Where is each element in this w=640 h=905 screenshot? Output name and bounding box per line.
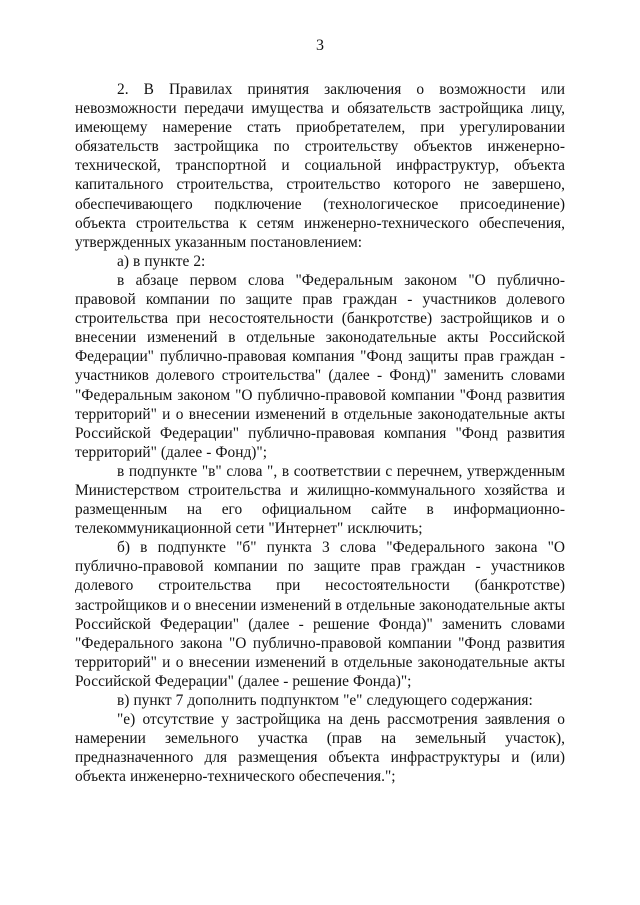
- paragraph: в абзаце первом слова "Федеральным законом "О публично-правовой компании по защите прав граждан - участников долевого строительства при несостоятельности (банкротстве) застройщиков и о внесении изменений в отдельные законодательные акты Российской Федерации" публично-правовая компания "Фонд защиты прав граждан - участников долевого строительства" (далее - Фонд)" заменить словами "Федеральным законом "О публично-правовой компании "Фонд развития территорий" и о внесении изменений в отдельные законодательные акты Российской Федерации" публично-правовая компания "Фонд развития территорий" (далее - Фонд)";: [75, 271, 565, 461]
- paragraph: 2. В Правилах принятия заключения о возможности или невозможности передачи имущества и обязательств застройщика лицу, имеющему намерение стать приобретателем, при урегулировании обязательств застройщика по строительству объектов инженерно-технической, транспортной и социальной инфраструктур, объекта капитального строительства, строительство которого не завершено, обеспечивающего подключение (технологическое присоединение) объекта строительства к сетям инженерно-технического обеспечения, утвержденных указанным постановлением:: [75, 81, 565, 251]
- page-number: 3: [316, 37, 324, 54]
- paragraph: а) в пункте 2:: [117, 252, 206, 270]
- paragraph: б) в подпункте "б" пункта 3 слова "Федерального закона "О публично-правовой компании по защите прав граждан - участников долевого строительства при несостоятельности (банкротстве) застройщиков и о внесении изменений в отдельные законодательные акты Российской Федерации" (далее - решение Фонда)" заменить словами "Федерального закона "О публично-правовой компании "Фонд развития территорий" и о внесении изменений в отдельные законодательные акты Российской Федерации" (далее - решение Фонда)";: [75, 539, 566, 690]
- paragraph: в) пункт 7 дополнить подпунктом "е" следующего содержания:: [117, 692, 533, 709]
- paragraph: "е) отсутствие у застройщика на день рассмотрения заявления о намерении земельного участка (прав на земельный участок), предназначенного для размещения объекта инфраструктуры и (или) объекта инженерно-технического обеспечения.";: [75, 711, 565, 786]
- paragraph: в подпункте "в" слова ", в соответствии с перечнем, утвержденным Министерством строительства и жилищно-коммунального хозяйства и размещенным на его официальном сайте в информационно-телекоммуникационной сети "Интернет" исключить;: [75, 462, 565, 538]
- document-body: [75, 80, 565, 786]
